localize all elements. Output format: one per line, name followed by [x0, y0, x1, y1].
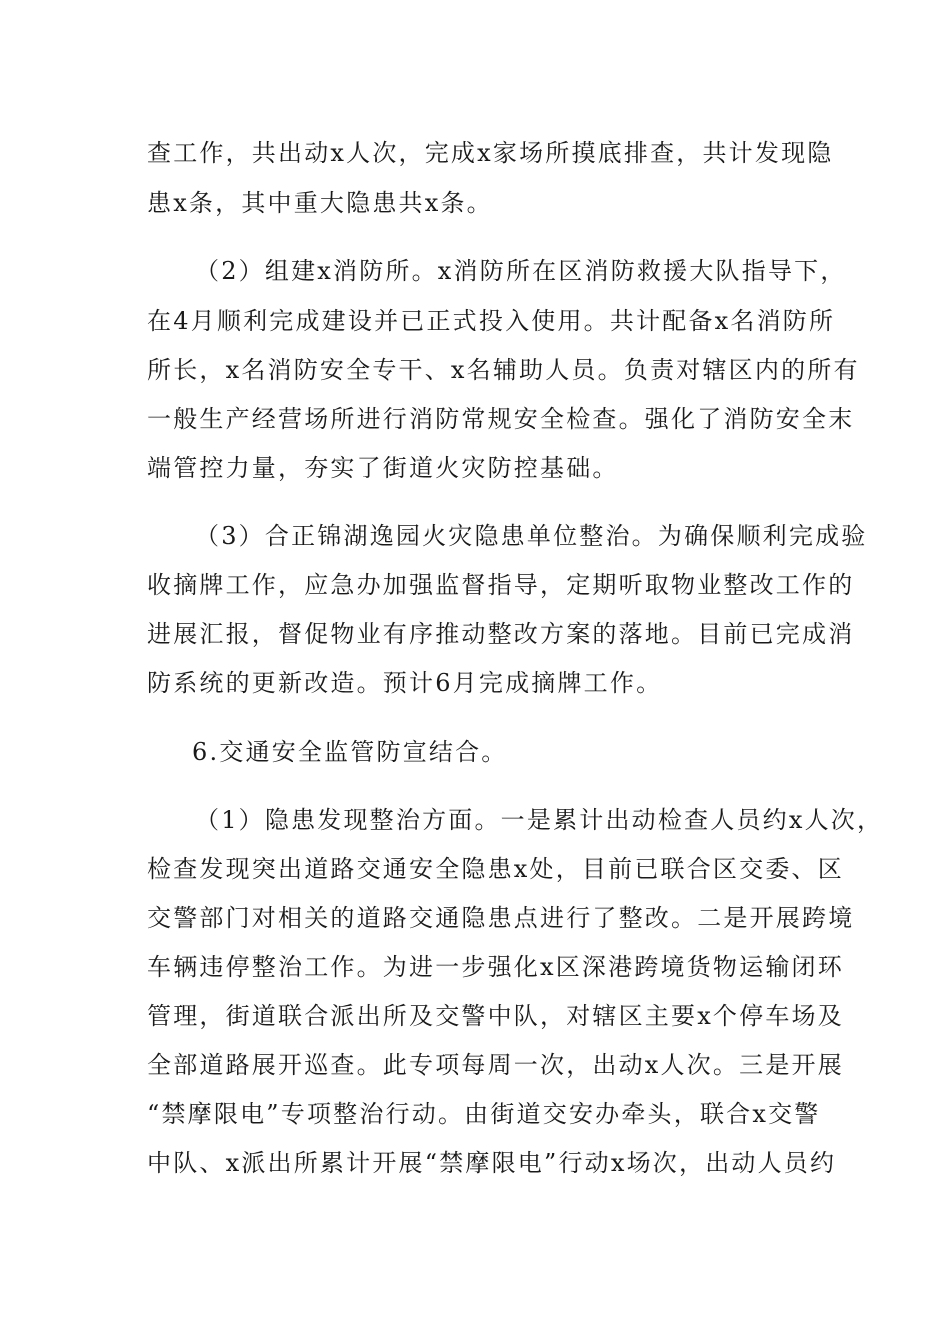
section-heading: 6.交通安全监管防宣结合。 — [192, 738, 508, 766]
text-line: 管理，街道联合派出所及交警中队，对辖区主要x个停车场及 — [147, 1002, 844, 1030]
text-line: 交警部门对相关的道路交通隐患点进行了整改。二是开展跨境 — [147, 904, 855, 932]
text-line: 中队、x派出所累计开展“禁摩限电”行动x场次，出动人员约 — [147, 1149, 837, 1177]
text-line: 检查发现突出道路交通安全隐患x处，目前已联合区交委、区 — [147, 855, 844, 883]
text-line: 全部道路展开巡查。此专项每周一次，出动x人次。三是开展 — [147, 1051, 844, 1079]
text-line: 进展汇报，督促物业有序推动整改方案的落地。目前已完成消 — [147, 620, 855, 648]
text-line: 端管控力量，夯实了街道火灾防控基础。 — [147, 454, 619, 482]
text-line: “禁摩限电”专项整治行动。由街道交安办牵头，联合x交警 — [147, 1100, 821, 1128]
text-line: 患x条，其中重大隐患共x条。 — [147, 189, 493, 217]
text-line: 一般生产经营场所进行消防常规安全检查。强化了消防安全末 — [147, 405, 855, 433]
text-line: 防系统的更新改造。预计6月完成摘牌工作。 — [147, 669, 663, 697]
text-line: 收摘牌工作，应急办加强监督指导，定期听取物业整改工作的 — [147, 571, 855, 599]
paragraph-start-line: （3）合正锦湖逸园火灾隐患单位整治。为确保顺利完成验 — [195, 522, 868, 550]
text-line: 在4月顺利完成建设并已正式投入使用。共计配备x名消防所 — [147, 307, 836, 335]
text-line: 车辆违停整治工作。为进一步强化x区深港跨境货物运输闭环 — [147, 953, 844, 981]
paragraph-start-line: （2）组建x消防所。x消防所在区消防救援大队指导下， — [195, 257, 847, 285]
text-line: 所长，x名消防安全专干、x名辅助人员。负责对辖区内的所有 — [147, 356, 860, 384]
paragraph-start-line: （1）隐患发现整治方面。一是累计出动检查人员约x人次， — [195, 806, 884, 834]
text-line: 查工作，共出动x人次，完成x家场所摸底排查，共计发现隐 — [147, 139, 834, 167]
